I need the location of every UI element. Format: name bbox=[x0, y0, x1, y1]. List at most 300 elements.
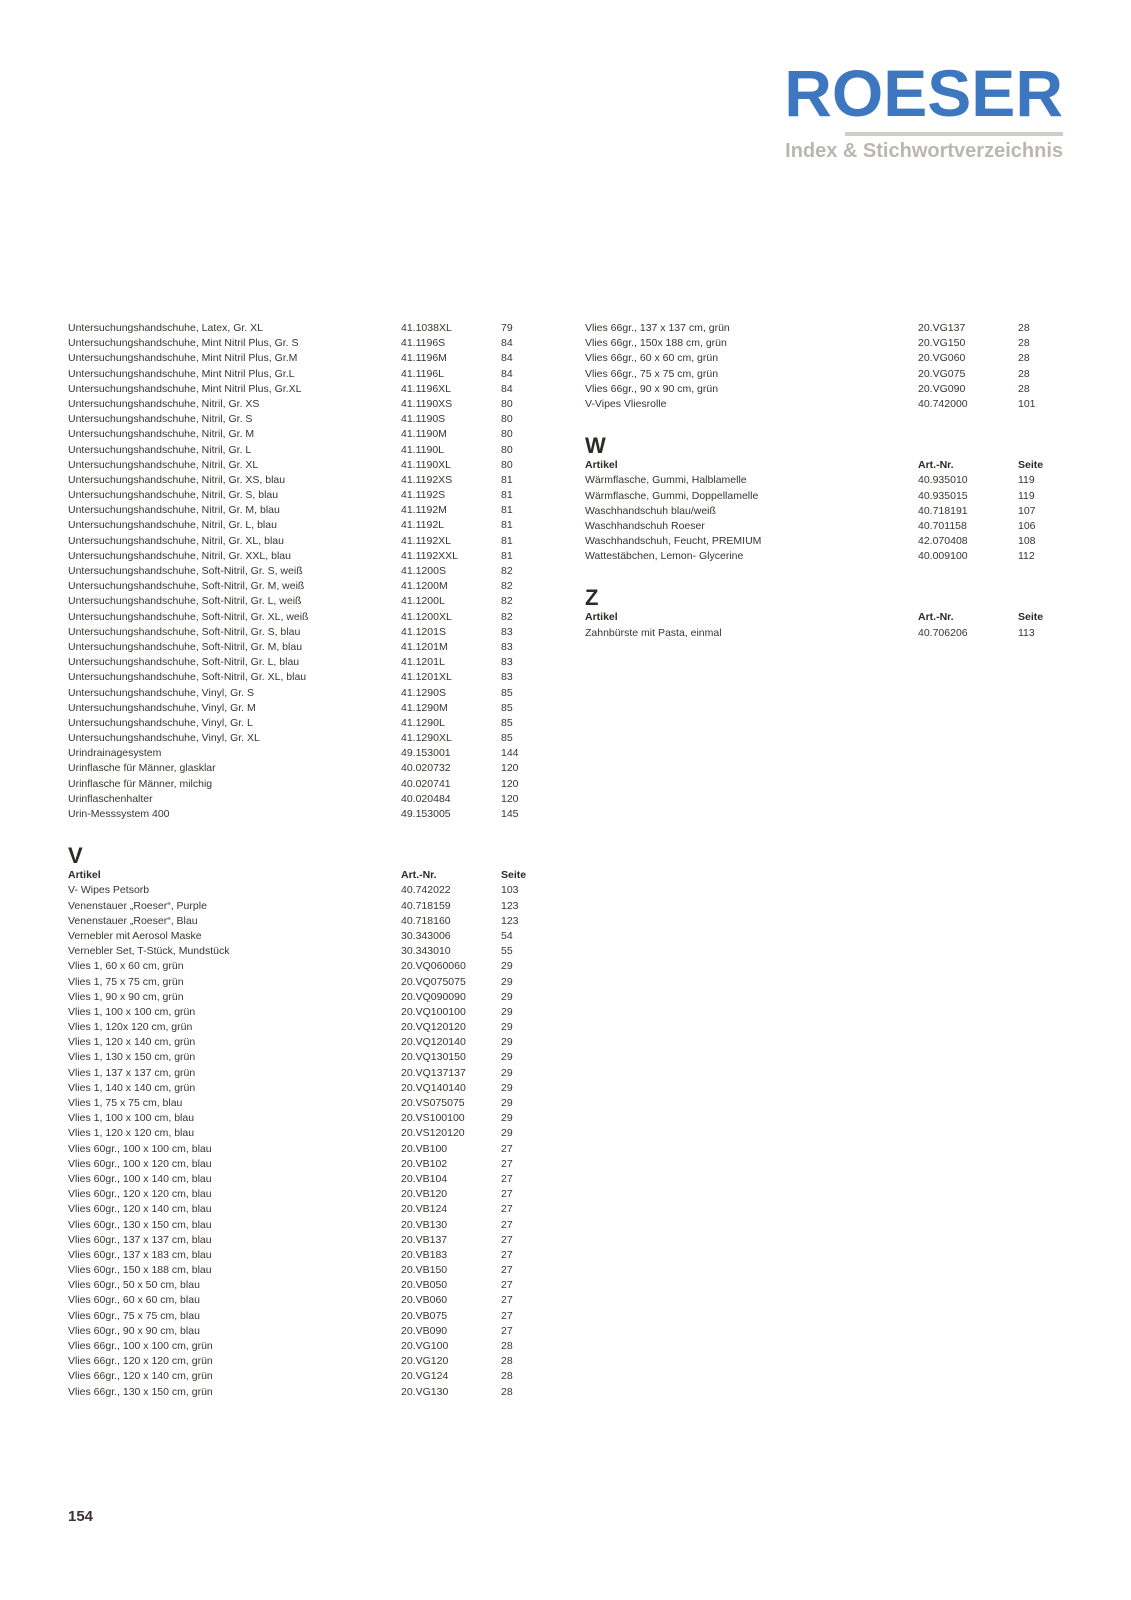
article-name: Untersuchungshandschuhe, Mint Nitril Plus, Gr.M bbox=[68, 352, 298, 365]
article-name: Urindrainagesystem bbox=[68, 747, 162, 760]
page-ref: 28 bbox=[501, 1370, 513, 1383]
article-number: 41.1190L bbox=[401, 443, 445, 456]
index-row bbox=[68, 397, 538, 412]
index-row bbox=[68, 959, 538, 974]
article-name: Vlies 66gr., 137 x 137 cm, grün bbox=[585, 322, 730, 334]
article-number: 20.VQ100100 bbox=[401, 1005, 466, 1018]
article-number: 20.VB102 bbox=[401, 1157, 448, 1170]
section-letter: Z bbox=[585, 585, 599, 611]
page-ref: 123 bbox=[501, 899, 519, 912]
article-name: Untersuchungshandschuhe, Nitril, Gr. XS bbox=[68, 397, 260, 410]
index-row bbox=[585, 489, 1055, 504]
page-ref: 84 bbox=[501, 337, 513, 350]
article-name: Untersuchungshandschuhe, Latex, Gr. XL bbox=[68, 322, 263, 334]
article-number: 20.VQ137137 bbox=[401, 1066, 466, 1079]
article-number: 41.1190XL bbox=[401, 458, 452, 471]
index-section-v bbox=[68, 844, 538, 1400]
index-row bbox=[68, 1096, 538, 1111]
article-number: 20.VS100100 bbox=[401, 1112, 465, 1125]
index-row bbox=[585, 626, 1055, 641]
z-entries bbox=[585, 626, 1055, 641]
article-number: 20.VG124 bbox=[401, 1370, 449, 1383]
page-ref: 81 bbox=[501, 519, 513, 532]
article-name: Vlies 1, 140 x 140 cm, grün bbox=[68, 1081, 196, 1094]
page-ref: 29 bbox=[501, 1081, 513, 1094]
header-art-nr: Art.-Nr. bbox=[918, 611, 954, 624]
section-letter: V bbox=[68, 843, 83, 869]
page-ref: 29 bbox=[501, 960, 513, 973]
article-number: 41.1201XL bbox=[401, 671, 452, 684]
v-continued-entries bbox=[585, 321, 1055, 412]
article-number: 20.VB075 bbox=[401, 1309, 448, 1322]
index-row bbox=[68, 336, 538, 351]
index-row bbox=[585, 534, 1055, 549]
index-row bbox=[68, 701, 538, 716]
article-name: Untersuchungshandschuhe, Nitril, Gr. XL bbox=[68, 458, 259, 471]
article-number: 41.1196L bbox=[401, 367, 445, 380]
article-name: Vlies 1, 100 x 100 cm, blau bbox=[68, 1112, 195, 1125]
page-ref: 81 bbox=[501, 549, 513, 562]
index-row bbox=[68, 1066, 538, 1081]
page-ref: 80 bbox=[501, 428, 513, 441]
header-seite: Seite bbox=[1018, 611, 1044, 624]
article-number: 20.VQ075075 bbox=[401, 975, 466, 988]
article-number: 20.VQ060060 bbox=[401, 960, 466, 973]
index-row bbox=[68, 716, 538, 731]
page-ref: 29 bbox=[501, 975, 513, 988]
article-name: Venenstauer „Roeser“, Purple bbox=[68, 899, 207, 912]
index-row bbox=[68, 1111, 538, 1126]
index-row bbox=[68, 412, 538, 427]
index-row bbox=[68, 655, 538, 670]
index-row bbox=[68, 1126, 538, 1141]
article-number: 20.VG075 bbox=[918, 367, 966, 380]
index-row bbox=[68, 1005, 538, 1020]
header-seite: Seite bbox=[501, 869, 527, 882]
w-entries bbox=[585, 473, 1055, 564]
index-section-w bbox=[585, 434, 1055, 564]
article-name: Untersuchungshandschuhe, Nitril, Gr. XXL, blau bbox=[68, 549, 291, 562]
page-ref: 27 bbox=[501, 1188, 513, 1201]
page-ref: 29 bbox=[501, 990, 513, 1003]
article-name: Untersuchungshandschuhe, Mint Nitril Plus, Gr. S bbox=[68, 337, 299, 350]
article-number: 41.1200L bbox=[401, 595, 445, 608]
article-number: 40.706206 bbox=[918, 626, 968, 639]
page-ref: 27 bbox=[501, 1233, 513, 1246]
article-name: Vernebler Set, T-Stück, Mundstück bbox=[68, 945, 230, 958]
article-number: 49.153005 bbox=[401, 808, 451, 820]
page-ref: 82 bbox=[501, 610, 513, 623]
article-name: V- Wipes Petsorb bbox=[68, 884, 150, 897]
index-row bbox=[68, 1354, 538, 1369]
index-row bbox=[68, 1142, 538, 1157]
article-name: Vlies 1, 137 x 137 cm, grün bbox=[68, 1066, 196, 1079]
index-row bbox=[585, 473, 1055, 488]
page-ref: 120 bbox=[501, 792, 519, 805]
article-name: Untersuchungshandschuhe, Soft-Nitril, Gr. XL, blau bbox=[68, 671, 307, 684]
page-ref: 28 bbox=[1018, 322, 1030, 334]
index-row bbox=[68, 1385, 538, 1400]
article-number: 20.VS075075 bbox=[401, 1097, 465, 1109]
logo-underline bbox=[845, 132, 1063, 136]
page-ref: 27 bbox=[501, 1248, 513, 1261]
article-number: 20.VB150 bbox=[401, 1264, 448, 1277]
page-ref: 27 bbox=[501, 1172, 513, 1185]
page-ref: 85 bbox=[501, 716, 513, 729]
article-name: Untersuchungshandschuhe, Nitril, Gr. S bbox=[68, 413, 253, 426]
index-row bbox=[68, 473, 538, 488]
page-ref: 55 bbox=[501, 945, 513, 958]
article-number: 20.VB130 bbox=[401, 1218, 448, 1231]
header-artikel: Artikel bbox=[68, 869, 101, 882]
page-ref: 79 bbox=[501, 322, 513, 334]
article-name: Waschhandschuh, Feucht, PREMIUM bbox=[585, 535, 762, 548]
page-ref: 27 bbox=[501, 1279, 513, 1292]
article-number: 49.153001 bbox=[401, 747, 451, 760]
article-name: Vlies 60gr., 60 x 60 cm, blau bbox=[68, 1294, 200, 1307]
page-ref: 27 bbox=[501, 1203, 513, 1216]
header-seite: Seite bbox=[1018, 459, 1044, 472]
article-name: Vlies 60gr., 137 x 183 cm, blau bbox=[68, 1248, 212, 1261]
page-ref: 27 bbox=[501, 1294, 513, 1307]
page-ref: 80 bbox=[501, 413, 513, 426]
index-row bbox=[68, 1050, 538, 1065]
article-number: 20.VG137 bbox=[918, 322, 966, 334]
article-number: 20.VB183 bbox=[401, 1248, 448, 1261]
article-name: Untersuchungshandschuhe, Vinyl, Gr. S bbox=[68, 686, 255, 699]
article-name: Vlies 66gr., 100 x 100 cm, grün bbox=[68, 1340, 213, 1352]
page-ref: 85 bbox=[501, 732, 513, 745]
article-number: 41.1190S bbox=[401, 413, 446, 426]
index-row bbox=[585, 367, 1055, 382]
page-ref: 107 bbox=[1018, 504, 1036, 517]
article-name: Waschhandschuh Roeser bbox=[585, 519, 705, 532]
page-ref: 101 bbox=[1018, 397, 1036, 410]
index-row bbox=[68, 610, 538, 625]
article-name: Vlies 66gr., 130 x 150 cm, grün bbox=[68, 1385, 213, 1398]
article-number: 41.1192M bbox=[401, 504, 447, 517]
article-name: Untersuchungshandschuhe, Soft-Nitril, Gr. L, blau bbox=[68, 656, 300, 669]
page-ref: 29 bbox=[501, 1112, 513, 1125]
page-ref: 28 bbox=[501, 1385, 513, 1398]
article-name: Untersuchungshandschuhe, Soft-Nitril, Gr. M, weiß bbox=[68, 580, 305, 593]
index-row bbox=[68, 1035, 538, 1050]
article-name: Vlies 60gr., 150 x 188 cm, blau bbox=[68, 1264, 212, 1277]
page-ref: 84 bbox=[501, 352, 513, 365]
article-number: 41.1190XS bbox=[401, 397, 453, 410]
article-name: Untersuchungshandschuhe, Nitril, Gr. XS, blau bbox=[68, 473, 286, 486]
article-name: Urin-Messsystem 400 bbox=[68, 808, 170, 820]
index-row bbox=[68, 792, 538, 807]
page-ref: 28 bbox=[1018, 382, 1030, 395]
index-row bbox=[68, 883, 538, 898]
article-name: Vlies 60gr., 137 x 137 cm, blau bbox=[68, 1233, 212, 1246]
article-name: Untersuchungshandschuhe, Nitril, Gr. M bbox=[68, 428, 255, 441]
article-name: Urinflaschenhalter bbox=[68, 792, 153, 805]
page-number: 154 bbox=[68, 1508, 94, 1525]
article-name: Untersuchungshandschuhe, Nitril, Gr. L bbox=[68, 443, 252, 456]
index-row bbox=[68, 458, 538, 473]
index-row bbox=[68, 488, 538, 503]
page-ref: 28 bbox=[1018, 352, 1030, 365]
page-ref: 27 bbox=[501, 1157, 513, 1170]
page-ref: 82 bbox=[501, 565, 513, 577]
article-name: Vlies 1, 75 x 75 cm, blau bbox=[68, 1097, 183, 1109]
page-ref: 119 bbox=[1018, 474, 1035, 487]
index-row bbox=[68, 1263, 538, 1278]
page-ref: 83 bbox=[501, 625, 513, 638]
article-name: Vlies 66gr., 75 x 75 cm, grün bbox=[585, 367, 719, 380]
index-row bbox=[68, 1278, 538, 1293]
article-number: 20.VB124 bbox=[401, 1203, 448, 1216]
page-ref: 82 bbox=[501, 595, 513, 608]
article-number: 40.020732 bbox=[401, 762, 451, 775]
index-row bbox=[68, 367, 538, 382]
article-number: 41.1201S bbox=[401, 625, 446, 638]
article-number: 41.1192XL bbox=[401, 534, 452, 547]
header-art-nr: Art.-Nr. bbox=[918, 459, 954, 472]
article-number: 41.1201L bbox=[401, 656, 445, 669]
page-ref: 28 bbox=[501, 1355, 513, 1368]
page-ref: 27 bbox=[501, 1309, 513, 1322]
page-ref: 145 bbox=[501, 808, 519, 820]
article-name: Untersuchungshandschuhe, Soft-Nitril, Gr. S, weiß bbox=[68, 565, 303, 577]
page-ref: 81 bbox=[501, 504, 513, 517]
index-row bbox=[68, 640, 538, 655]
article-name: Vlies 1, 100 x 100 cm, grün bbox=[68, 1005, 196, 1018]
article-number: 40.020741 bbox=[401, 777, 451, 790]
article-number: 30.343010 bbox=[401, 945, 451, 958]
index-row bbox=[68, 321, 538, 336]
article-number: 41.1290XL bbox=[401, 732, 452, 745]
article-name: Waschhandschuh blau/weiß bbox=[585, 504, 716, 517]
index-row bbox=[68, 625, 538, 640]
article-number: 41.1192XS bbox=[401, 473, 453, 486]
page-ref: 29 bbox=[501, 1127, 513, 1140]
index-row bbox=[68, 518, 538, 533]
index-row bbox=[68, 1293, 538, 1308]
article-name: Vlies 60gr., 75 x 75 cm, blau bbox=[68, 1309, 200, 1322]
article-name: Vlies 60gr., 100 x 100 cm, blau bbox=[68, 1142, 212, 1155]
index-row bbox=[585, 336, 1055, 351]
article-number: 40.020484 bbox=[401, 792, 451, 805]
index-row bbox=[68, 899, 538, 914]
article-name: Untersuchungshandschuhe, Nitril, Gr. M, blau bbox=[68, 504, 280, 517]
index-column-right bbox=[585, 321, 1055, 641]
page-ref: 28 bbox=[1018, 367, 1030, 380]
index-row bbox=[585, 351, 1055, 366]
article-name: Urinflasche für Männer, glasklar bbox=[68, 762, 216, 775]
page-ref: 29 bbox=[501, 1066, 513, 1079]
article-name: Vlies 1, 120 x 120 cm, blau bbox=[68, 1127, 195, 1140]
page-ref: 27 bbox=[501, 1264, 513, 1277]
article-number: 20.VQ090090 bbox=[401, 990, 466, 1003]
article-number: 41.1196XL bbox=[401, 382, 452, 395]
article-name: Untersuchungshandschuhe, Nitril, Gr. L, blau bbox=[68, 519, 277, 532]
article-number: 40.718159 bbox=[401, 899, 451, 912]
index-row bbox=[68, 564, 538, 579]
article-name: Vlies 1, 120x 120 cm, grün bbox=[68, 1021, 193, 1034]
article-number: 41.1192L bbox=[401, 519, 445, 532]
article-number: 42.070408 bbox=[918, 535, 968, 548]
article-name: Untersuchungshandschuhe, Soft-Nitril, Gr. S, blau bbox=[68, 625, 301, 638]
index-row bbox=[68, 1081, 538, 1096]
index-row bbox=[68, 1218, 538, 1233]
index-row bbox=[585, 321, 1055, 336]
header-artikel: Artikel bbox=[585, 611, 618, 624]
page-ref: 119 bbox=[1018, 489, 1035, 502]
article-name: Untersuchungshandschuhe, Mint Nitril Plus, Gr.XL bbox=[68, 382, 302, 395]
article-number: 20.VG060 bbox=[918, 352, 966, 365]
article-number: 41.1290S bbox=[401, 686, 446, 699]
article-name: Vlies 66gr., 60 x 60 cm, grün bbox=[585, 352, 719, 365]
page-ref: 81 bbox=[501, 534, 513, 547]
article-name: Wärmflasche, Gummi, Doppellamelle bbox=[585, 489, 759, 502]
article-name: Vlies 60gr., 100 x 140 cm, blau bbox=[68, 1172, 212, 1185]
article-number: 20.VQ120140 bbox=[401, 1036, 466, 1049]
index-row bbox=[68, 686, 538, 701]
article-number: 20.VB050 bbox=[401, 1279, 448, 1292]
index-row bbox=[68, 503, 538, 518]
page-ref: 120 bbox=[501, 762, 519, 775]
page-ref: 83 bbox=[501, 671, 513, 684]
article-name: Urinflasche für Männer, milchig bbox=[68, 777, 213, 790]
index-row bbox=[68, 1324, 538, 1339]
article-name: Zahnbürste mit Pasta, einmal bbox=[585, 626, 722, 639]
index-row bbox=[68, 549, 538, 564]
page-ref: 29 bbox=[501, 1036, 513, 1049]
article-number: 41.1196S bbox=[401, 337, 446, 350]
article-name: Vlies 60gr., 90 x 90 cm, blau bbox=[68, 1324, 200, 1337]
index-row bbox=[68, 1248, 538, 1263]
table-header bbox=[68, 868, 538, 883]
page-ref: 81 bbox=[501, 489, 513, 502]
index-column-left bbox=[68, 321, 538, 1400]
article-name: Untersuchungshandschuhe, Nitril, Gr. XL, blau bbox=[68, 534, 284, 547]
index-row bbox=[68, 975, 538, 990]
index-row bbox=[68, 746, 538, 761]
article-name: Untersuchungshandschuhe, Soft-Nitril, Gr. M, blau bbox=[68, 640, 303, 653]
article-name: Untersuchungshandschuhe, Vinyl, Gr. M bbox=[68, 701, 256, 714]
index-row bbox=[68, 670, 538, 685]
article-name: Untersuchungshandschuhe, Soft-Nitril, Gr. XL, weiß bbox=[68, 610, 309, 623]
index-row bbox=[68, 777, 538, 792]
page-ref: 123 bbox=[501, 914, 519, 927]
index-row bbox=[585, 504, 1055, 519]
index-row bbox=[68, 1020, 538, 1035]
page-ref: 83 bbox=[501, 640, 513, 653]
article-name: Vlies 1, 120 x 140 cm, grün bbox=[68, 1036, 196, 1049]
article-number: 20.VB120 bbox=[401, 1188, 448, 1201]
article-number: 40.718160 bbox=[401, 914, 451, 927]
page-ref: 103 bbox=[501, 884, 519, 897]
index-row bbox=[68, 1309, 538, 1324]
article-number: 41.1038XL bbox=[401, 322, 452, 334]
article-number: 20.VG100 bbox=[401, 1340, 449, 1352]
article-number: 41.1290M bbox=[401, 701, 448, 714]
article-name: Vlies 60gr., 120 x 140 cm, blau bbox=[68, 1203, 212, 1216]
table-header bbox=[585, 458, 1055, 473]
index-row bbox=[68, 1172, 538, 1187]
article-number: 20.VG150 bbox=[918, 337, 966, 350]
index-row bbox=[68, 427, 538, 442]
article-number: 20.VG120 bbox=[401, 1355, 449, 1368]
index-row bbox=[68, 761, 538, 776]
article-number: 20.VQ130150 bbox=[401, 1051, 466, 1064]
index-row bbox=[68, 807, 538, 822]
page-ref: 113 bbox=[1018, 626, 1035, 639]
article-number: 20.VG090 bbox=[918, 382, 966, 395]
article-number: 20.VQ140140 bbox=[401, 1081, 466, 1094]
article-number: 40.742000 bbox=[918, 397, 968, 410]
page-ref: 27 bbox=[501, 1142, 513, 1155]
brand-header bbox=[784, 58, 1063, 164]
page-ref: 144 bbox=[501, 747, 519, 760]
index-row bbox=[68, 1187, 538, 1202]
article-name: Vlies 66gr., 150x 188 cm, grün bbox=[585, 337, 727, 350]
article-number: 40.009100 bbox=[918, 550, 968, 563]
article-name: Untersuchungshandschuhe, Mint Nitril Plus, Gr.L bbox=[68, 367, 295, 380]
page-ref: 106 bbox=[1018, 519, 1036, 532]
article-number: 20.VG130 bbox=[401, 1385, 449, 1398]
page-ref: 29 bbox=[501, 1097, 513, 1109]
page-ref: 80 bbox=[501, 397, 513, 410]
page-ref: 108 bbox=[1018, 535, 1036, 548]
article-name: Vlies 60gr., 120 x 120 cm, blau bbox=[68, 1188, 212, 1201]
article-number: 20.VS120120 bbox=[401, 1127, 465, 1140]
article-name: Venenstauer „Roeser“, Blau bbox=[68, 914, 198, 927]
index-row bbox=[68, 1202, 538, 1217]
article-number: 41.1192S bbox=[401, 489, 446, 502]
article-number: 41.1190M bbox=[401, 428, 447, 441]
index-row bbox=[68, 382, 538, 397]
article-number: 41.1200M bbox=[401, 580, 448, 593]
article-number: 41.1200XL bbox=[401, 610, 452, 623]
article-number: 20.VB104 bbox=[401, 1172, 448, 1185]
index-row bbox=[585, 397, 1055, 412]
article-number: 20.VQ120120 bbox=[401, 1021, 466, 1034]
page-ref: 54 bbox=[501, 929, 513, 942]
u-entries bbox=[68, 321, 538, 822]
article-number: 41.1200S bbox=[401, 565, 446, 577]
page-ref: 27 bbox=[501, 1218, 513, 1231]
article-number: 30.343006 bbox=[401, 929, 451, 942]
article-number: 20.VB100 bbox=[401, 1142, 448, 1155]
index-row bbox=[68, 1369, 538, 1384]
page-ref: 29 bbox=[501, 1021, 513, 1034]
article-number: 41.1201M bbox=[401, 640, 448, 653]
index-row bbox=[68, 990, 538, 1005]
page-ref: 85 bbox=[501, 686, 513, 699]
page-ref: 28 bbox=[501, 1340, 513, 1352]
article-name: Untersuchungshandschuhe, Soft-Nitril, Gr. L, weiß bbox=[68, 595, 302, 608]
header-art-nr: Art.-Nr. bbox=[401, 869, 437, 882]
article-name: Untersuchungshandschuhe, Nitril, Gr. S, blau bbox=[68, 489, 279, 502]
page-subtitle: Index & Stichwortverzeichnis bbox=[785, 140, 1063, 162]
article-number: 40.718191 bbox=[918, 504, 968, 517]
page-ref: 82 bbox=[501, 580, 513, 593]
article-number: 41.1192XXL bbox=[401, 549, 459, 562]
index-section-z bbox=[585, 586, 1055, 640]
table-header bbox=[585, 610, 1055, 625]
article-name: Vlies 1, 60 x 60 cm, grün bbox=[68, 960, 184, 973]
page-ref: 83 bbox=[501, 656, 513, 669]
article-number: 20.VB060 bbox=[401, 1294, 448, 1307]
index-row bbox=[585, 382, 1055, 397]
article-name: Untersuchungshandschuhe, Vinyl, Gr. L bbox=[68, 716, 253, 729]
article-number: 20.VB137 bbox=[401, 1233, 448, 1246]
page-ref: 84 bbox=[501, 367, 513, 380]
